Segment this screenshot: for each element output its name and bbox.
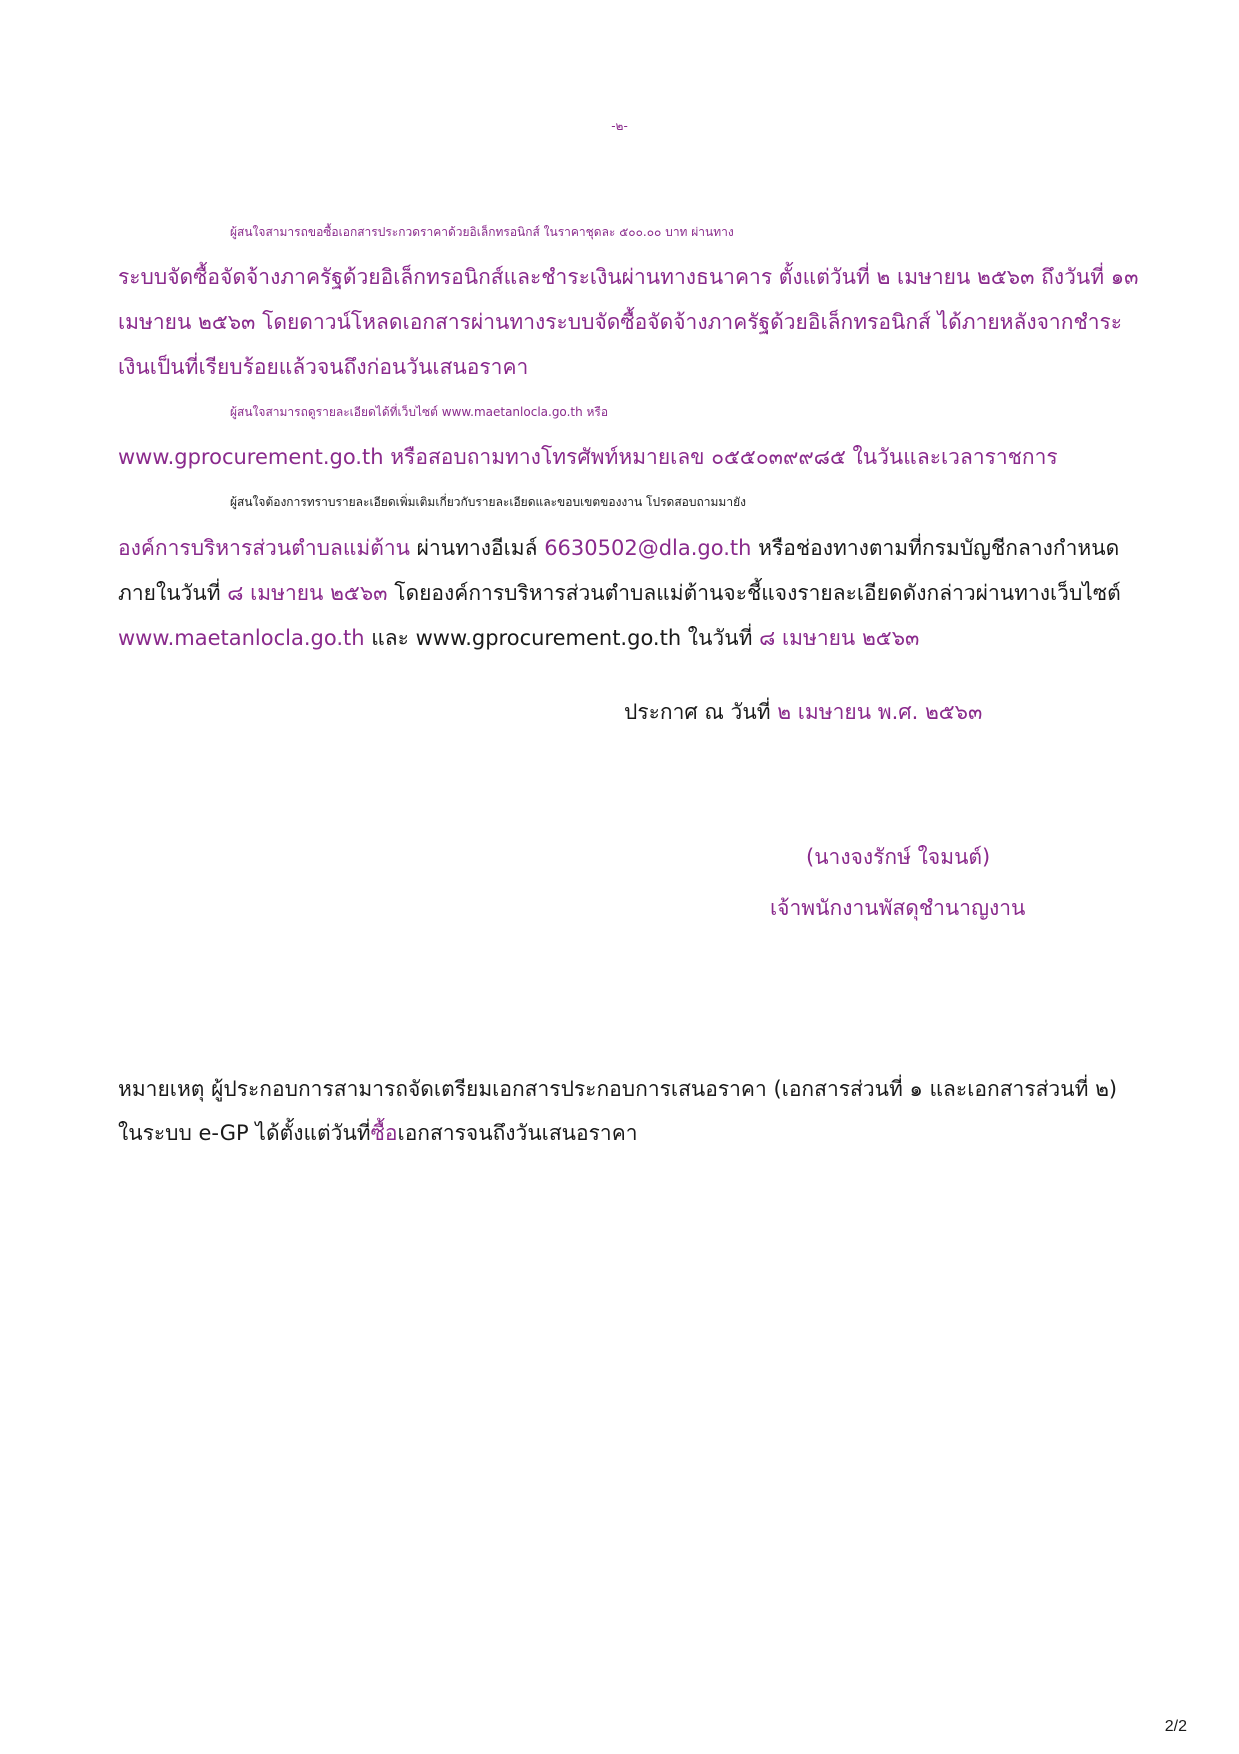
paragraph-1-line-3: เมษายน ๒๕๖๓ โดยดาวน์โหลดเอกสารผ่านทางระบบจัดซื้อจัดจ้างภาครัฐด้วยอิเล็กทรอนิกส์ ได้ภายหลังจากชำระ bbox=[118, 310, 1123, 334]
paragraph-2-line-1: ผู้สนใจสามารถดูรายละเอียดได้ที่เว็บไซต์ www.maetanlocla.go.th หรือ bbox=[230, 405, 609, 419]
phone-number: ๐๕๕๐๓๙๙๘๕ bbox=[711, 445, 846, 469]
deadline-date: ๘ เมษายน ๒๕๖๓ bbox=[227, 581, 388, 605]
gprocurement-link: www.gprocurement.go.th bbox=[118, 445, 384, 469]
page-number: -๒- bbox=[611, 119, 628, 133]
paragraph-2-line-2 bbox=[118, 442, 1128, 472]
announcement-date: ประกาศ ณ วันที่ ๒ เมษายน พ.ศ. ๒๕๖๓ bbox=[624, 700, 983, 724]
paragraph-3-line-4: www.maetanlocla.go.th และ www.gprocurement.go.th ในวันที่ ๘ เมษายน ๒๕๖๓ bbox=[118, 626, 920, 650]
signatory-title: เจ้าพนักงานพัสดุชำนาญงาน bbox=[770, 896, 1026, 920]
announce-date: ๘ เมษายน ๒๕๖๓ bbox=[759, 626, 920, 650]
maetan-link: www.maetanlocla.go.th bbox=[118, 626, 365, 650]
contact-email: 6630502@dla.go.th bbox=[544, 536, 752, 560]
paragraph-1-line-2: ระบบจัดซื้อจัดจ้างภาครัฐด้วยอิเล็กทรอนิกส์และชำระเงินผ่านทางธนาคาร ตั้งแต่วันที่ ๒ เมษายน ๒๕๖๓ ถึงวันที่ ๑๓ bbox=[118, 265, 1139, 289]
phone-label: หรือสอบถามทางโทรศัพท์หมายเลข bbox=[383, 445, 712, 469]
signatory-name: (นางจงรักษ์ ใจมนต์) bbox=[806, 845, 991, 869]
paragraph-1-line-4: เงินเป็นที่เรียบร้อยแล้วจนถึงก่อนวันเสนอราคา bbox=[118, 355, 529, 379]
note-line-2: ในระบบ e-GP ได้ตั้งแต่วันที่ซื้อเอกสารจนถึงวันเสนอราคา bbox=[118, 1121, 638, 1145]
paragraph-1-line-1: ผู้สนใจสามารถขอซื้อเอกสารประกวดราคาด้วยอิเล็กทรอนิกส์ ในราคาชุดละ ๕๐๐.๐๐ บาท ผ่านทาง bbox=[230, 225, 734, 239]
paragraph-3-line-1: ผู้สนใจต้องการทราบรายละเอียดเพิ่มเติมเกี่ยวกับรายละเอียดและขอบเขตของงาน โปรดสอบถามมายัง bbox=[230, 495, 746, 509]
organization-name: องค์การบริหารส่วนตำบลแม่ต้าน bbox=[118, 536, 410, 560]
paragraph-3-line-3: ภายในวันที่ ๘ เมษายน ๒๕๖๓ โดยองค์การบริหารส่วนตำบลแม่ต้านจะชี้แจงรายละเอียดดังกล่าวผ่านทางเว็บไซต์ bbox=[118, 581, 1121, 605]
paragraph-3-line-2: องค์การบริหารส่วนตำบลแม่ต้าน ผ่านทางอีเมล์ 6630502@dla.go.th หรือช่องทางตามที่กรมบัญชีกลางกำหนด bbox=[118, 536, 1120, 560]
office-hours: ในวันและเวลาราชการ bbox=[845, 445, 1058, 469]
footer-page-number: 2/2 bbox=[1164, 1718, 1187, 1735]
note-line-1: หมายเหตุ ผู้ประกอบการสามารถจัดเตรียมเอกสารประกอบการเสนอราคา (เอกสารส่วนที่ ๑ และเอกสารส่วนที่ ๒) bbox=[118, 1077, 1118, 1101]
